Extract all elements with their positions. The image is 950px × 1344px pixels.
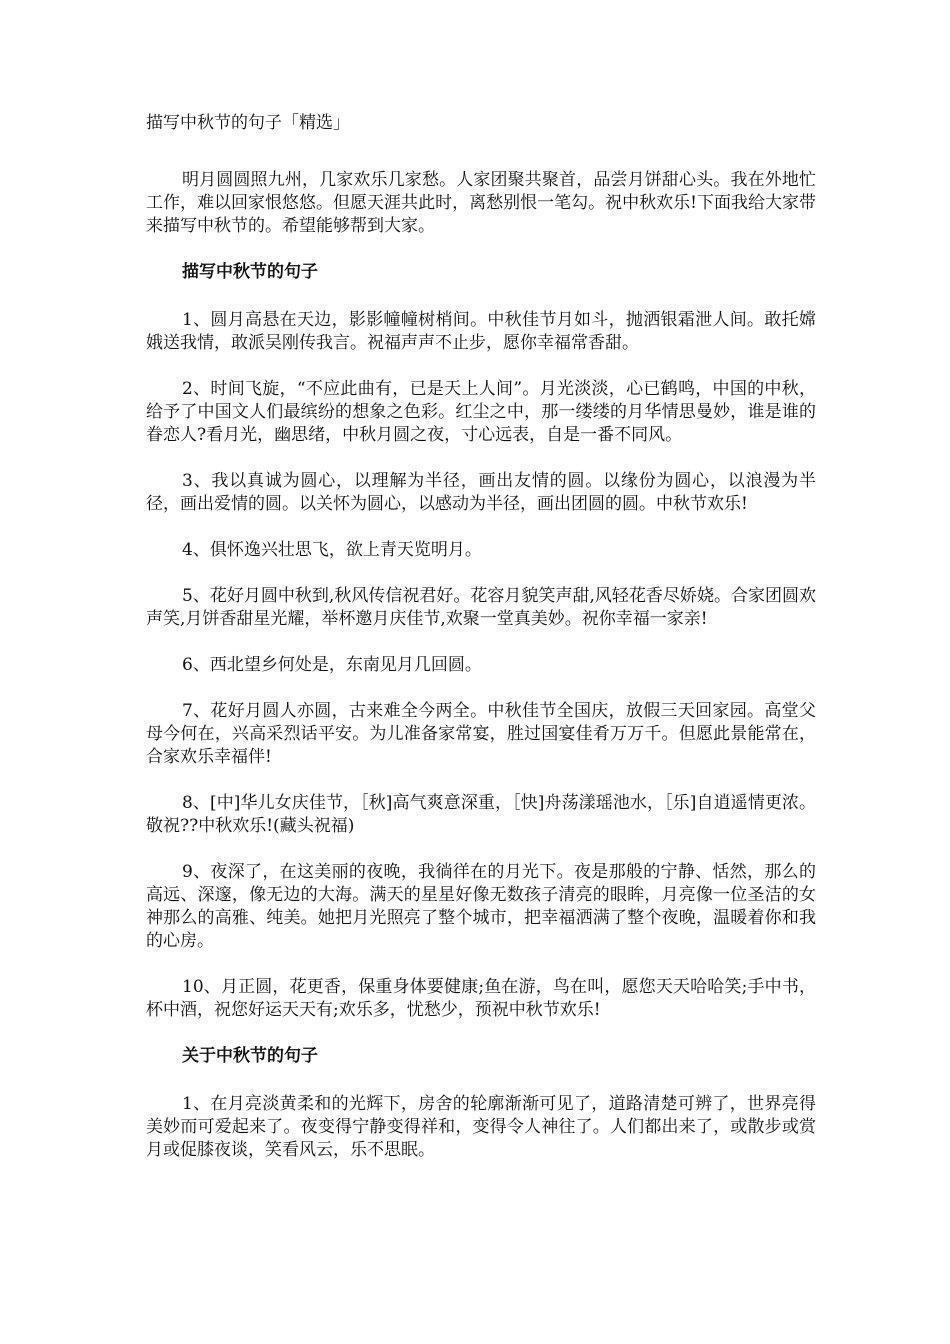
sentence-item: 8、[中]华儿女庆佳节，［秋]高气爽意深重，［快]舟荡漾瑶池水，［乐]自逍遥情更浓。敬祝??中秋欢乐!(藏头祝福) — [146, 793, 816, 836]
sentence-item: 7、花好月圆人亦圆，古来难全今两全。中秋佳节全国庆，放假三天回家园。高堂父母今何在，兴高采烈话平安。为儿准备家常宴，胜过国宴佳肴万万千。但愿此景能常在，合家欢乐幸福伴! — [146, 701, 816, 767]
document-page — [146, 112, 816, 1185]
sentence-item: 1、圆月高悬在天边，影影幢幢树梢间。中秋佳节月如斗，抛洒银霜泄人间。敢托嫦娥送我情，敢派吴刚传我言。祝福声声不止步，愿你幸福常香甜。 — [146, 310, 816, 353]
sentence-item: 3、我以真诚为圆心，以理解为半径，画出友情的圆。以缘份为圆心，以浪漫为半径，画出爱情的圆。以关怀为圆心，以感动为半径，画出团圆的圆。中秋节欢乐! — [146, 471, 816, 514]
sentence-item: 9、夜深了，在这美丽的夜晚，我徜徉在的月光下。夜是那般的宁静、恬然，那么的高远、深邃，像无边的大海。满天的星星好像无数孩子清亮的眼眸，月亮像一位圣洁的女神那么的高雅、纯美。她把月光照亮了整个城市，把幸福洒满了整个夜晚，温暖着你和我的心房。 — [146, 862, 816, 951]
intro-paragraph: 明月圆圆照九州，几家欢乐几家愁。人家团聚共聚首，品尝月饼甜心头。我在外地忙工作，难以回家恨悠悠。但愿天涯共此时，离愁别恨一笔勾。祝中秋欢乐!下面我给大家带来描写中秋节的。希望能够帮到大家。 — [146, 170, 816, 236]
document-title: 描写中秋节的句子「精选」 — [146, 113, 350, 133]
sentence-item: 5、花好月圆中秋到,秋风传信祝君好。花容月貌笑声甜,风轻花香尽娇娆。合家团圆欢声笑,月饼香甜星光耀，举杯邀月庆佳节,欢聚一堂真美妙。祝你幸福一家亲! — [146, 586, 816, 629]
section-describe — [146, 261, 816, 1022]
sentence-item: 6、西北望乡何处是，东南见月几回圆。 — [182, 655, 482, 675]
sentence-item: 2、时间飞旋，“不应此曲有，已是天上人间”。月光淡淡，心已鹤鸣，中国的中秋，给予了中国文人们最缤纷的想象之色彩。红尘之中，那一缕缕的月华情思曼妙，谁是谁的眷恋人?看月光，幽思绪，中秋月圆之夜，寸心远表，自是一番不同风。 — [146, 379, 816, 445]
sentence-item: 4、俱怀逸兴壮思飞，欲上青天览明月。 — [182, 540, 482, 560]
sentence-item: 1、在月亮淡黄柔和的光辉下，房舍的轮廓渐渐可见了，道路清楚可辨了，世界亮得美妙而可爱起来了。夜变得宁静变得祥和，变得令人神往了。人们都出来了，或散步或赏月或促膝夜谈，笑看风云，乐不思眠。 — [146, 1094, 816, 1160]
section-heading: 关于中秋节的句子 — [182, 1046, 318, 1066]
section-heading: 描写中秋节的句子 — [182, 262, 318, 282]
section-about — [146, 1045, 816, 1162]
sentence-item: 10、月正圆，花更香，保重身体要健康;鱼在游，鸟在叫，愿您天天哈哈笑;手中书，杯中酒，祝您好运天天有;欢乐多，忧愁少，预祝中秋节欢乐! — [146, 977, 816, 1020]
